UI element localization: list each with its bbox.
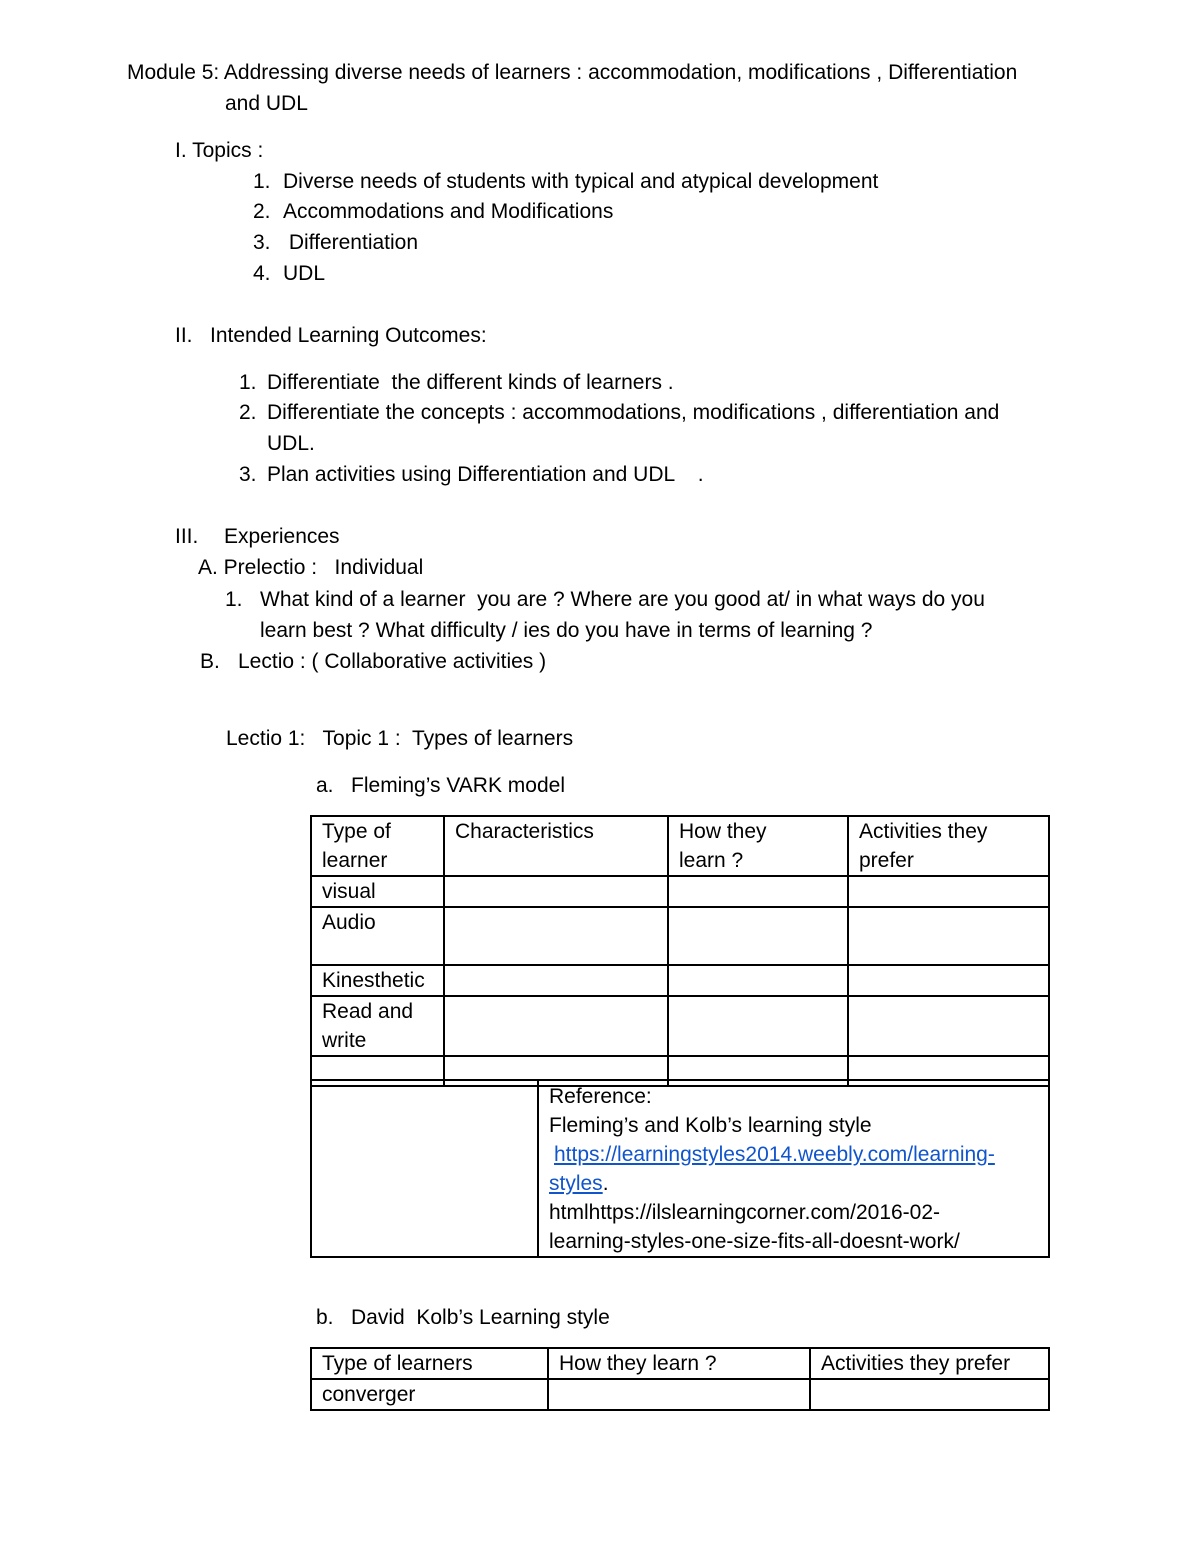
table-cell [848,996,1049,1056]
experiences-heading: Experiences [224,525,340,548]
outcome-num: 2. [239,401,257,424]
header-cell: Activities they prefer [848,816,1049,876]
header-cell: Type of learner [311,816,444,876]
experiences-heading-num: III. [175,525,199,548]
reference-period: . [602,1172,609,1195]
topic-num: 3. [253,231,271,254]
outcome-item: Plan activities using Differentiation and UDL . [267,463,704,486]
module-title-line1: Module 5: Addressing diverse needs of learners : accommodation, modifications , Differentiation [127,61,1018,84]
table-row [311,1379,1049,1410]
table-cell [668,907,848,965]
reference-link-continued[interactable]: styles [549,1172,603,1195]
topics-heading: I. Topics : [175,139,264,162]
outcome-num: 3. [239,463,257,486]
table-row [311,1080,1049,1257]
header-cell: Characteristics [444,816,668,876]
topic-item: Diverse needs of students with typical and atypical development [283,170,879,193]
topic-num: 4. [253,262,271,285]
header-cell: How they learn ? [548,1348,810,1379]
reference-link-line [549,1140,1048,1169]
table-row [311,907,1049,965]
reference-label: Reference: [549,1085,652,1108]
table-cell [444,996,668,1056]
row-label: Read and write [311,996,444,1056]
table-cell [848,876,1049,907]
table-cell [668,965,848,996]
outcomes-heading: Intended Learning Outcomes: [210,324,487,347]
reference-url: htmlhttps://ilslearningcorner.com/2016-02- [549,1201,941,1224]
table-row [311,965,1049,996]
row-label: Audio [311,907,444,965]
vark-table [310,815,1050,1087]
topic-item: UDL [283,262,326,285]
outcomes-heading-num: II. [175,324,193,347]
reference-table [310,1079,1050,1258]
lectio1-heading: Lectio 1: Topic 1 : Types of learners [226,727,574,750]
outcome-item: Differentiate the different kinds of learners . [267,371,674,394]
lectio-num: B. [200,650,220,673]
row-label: visual [311,876,444,907]
row-label: Kinesthetic [311,965,444,996]
header-cell: How they learn ? [668,816,848,876]
topic-item: Differentiation [283,231,419,254]
outcome-item-continued: UDL. [267,432,315,455]
prelectio-item-num: 1. [225,588,243,611]
kolb-table [310,1347,1050,1411]
header-cell: Activities they prefer [810,1348,1049,1379]
table-cell [444,876,668,907]
table-cell [848,907,1049,965]
outcome-item: Differentiate the concepts : accommodations, modifications , differentiation and [267,401,1000,424]
vark-subheading: a. Fleming’s VARK model [316,774,565,797]
module-title-line2: and UDL [225,92,308,115]
table-cell [668,996,848,1056]
lectio-heading: Lectio : ( Collaborative activities ) [238,650,547,673]
kolb-subheading: b. David Kolb’s Learning style [316,1306,610,1329]
table-cell [444,907,668,965]
table-cell [668,876,848,907]
table-cell [444,965,668,996]
row-label: converger [311,1379,548,1410]
table-header-row [311,1348,1049,1379]
prelectio-question: What kind of a learner you are ? Where are you good at/ in what ways do you [260,588,985,611]
topic-item: Accommodations and Modifications [283,200,614,223]
reference-url-continued: learning-styles-one-size-fits-all-doesnt-work/ [549,1230,960,1253]
outcome-num: 1. [239,371,257,394]
table-cell [848,965,1049,996]
prelectio-heading: A. Prelectio : Individual [198,556,424,579]
table-cell [311,1080,538,1257]
table-row [311,996,1049,1056]
table-cell [548,1379,810,1410]
reference-link[interactable]: https://learningstyles2014.weebly.com/learning- [554,1143,995,1166]
topic-num: 2. [253,200,271,223]
reference-link-line [549,1169,1048,1198]
prelectio-question-continued: learn best ? What difficulty / ies do you have in terms of learning ? [260,619,873,642]
reference-cell [538,1080,1049,1257]
topic-num: 1. [253,170,271,193]
table-header-row [311,816,1049,876]
header-cell: Type of learners [311,1348,548,1379]
reference-title: Fleming’s and Kolb’s learning style [549,1114,872,1137]
table-cell [810,1379,1049,1410]
table-row [311,876,1049,907]
